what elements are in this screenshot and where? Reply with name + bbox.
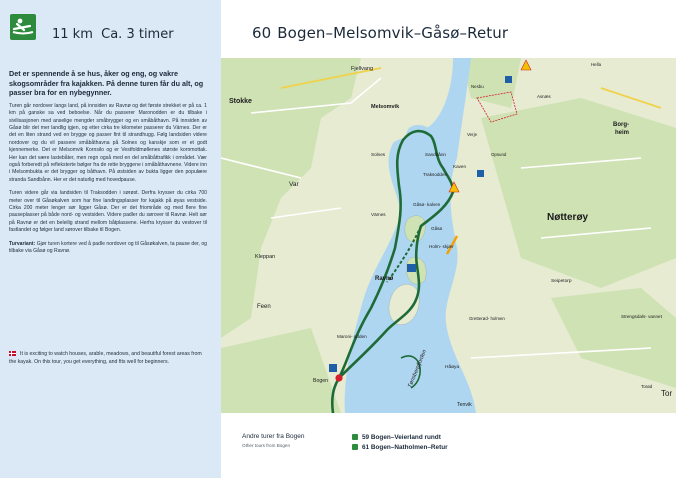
label-bogen: Bogen xyxy=(313,378,329,384)
kayak-icon xyxy=(352,434,358,440)
label-torod: Torød xyxy=(641,384,653,389)
label-haoya: Håøya xyxy=(445,365,460,370)
tour-link-59[interactable] xyxy=(352,434,441,441)
footer-other-tours xyxy=(221,413,676,478)
start-marker[interactable] xyxy=(335,374,342,381)
body-paragraph-1: Turen går nordover langs land, på innsiden av Ravnø og det første strekket er på ca. 1 km på ganske sa ved beboelse. Når du passerer Maronodden er du tilbake i sivilisasjonen med anselige mengder småbrygger og en småbåthavn. På innsiden av Gåsø blir det mer landlig igjen, og etter cirka tre kilometer passerer du Värnes. Der er det en liten strand ved en brygge og passer fint til strandhugg. Følg landsiden videre nordover og du vil passere småbåthavna på Solnes og kanskje som er et godt kjennemerke. Det er Melsomvik Kornsilo og er Vestfoldmøllenes største kornmottak. Her kan det være lastebåter, men regn også med en del småbåttrafikk i området. Vær også forberedt på refleksterte bølger fra de rette bryggene i småbåthavnene. Videre inn i Melsombukta er det brygger og båthavn. På østsiden av bukta ligger den populære stranda Sandbånn. Her er det naturlig med hovedpause. xyxy=(9,102,207,183)
label-asnaes: Asnæs xyxy=(537,94,551,99)
label-verje: Verje xyxy=(467,132,478,137)
tour-variant-text: Gjør turen kortere ved å padle nordover og til Gåsøkalven, ta pause der, og tilbake via Gåsø og Ravnø. xyxy=(9,240,207,255)
kayak-icon xyxy=(352,444,358,450)
route-map[interactable] xyxy=(221,58,676,413)
label-gaso: Gåsø xyxy=(431,226,443,231)
label-feen: Feen xyxy=(257,304,271,310)
label-gretterod: Gretterød- holmen xyxy=(469,316,505,321)
label-strengsdal: Strengsdals- vannet xyxy=(621,314,662,319)
uk-flag-icon xyxy=(9,351,16,356)
label-notteroy: Nøtterøy xyxy=(547,212,589,223)
duration-value: Ca. 3 timer xyxy=(101,27,174,42)
label-varnes: Värnes xyxy=(371,212,386,217)
label-opsund: Opsund xyxy=(491,152,507,157)
label-tor: Tor xyxy=(661,389,673,398)
label-holmskjaer: Holm- skjær xyxy=(429,244,454,249)
english-text: It is exciting to watch houses, arable, meadows, and beautiful forest areas from the kayak. On this tour, you get everything, and fits well for beginners. xyxy=(9,351,202,365)
tour-number: 59 xyxy=(362,434,370,441)
other-tours-subtitle: Other tours from Bogen xyxy=(242,443,291,448)
label-nesbu: Nesbu xyxy=(471,84,484,89)
label-ravno: Ravnø xyxy=(375,276,394,282)
distance-value: 11 km xyxy=(52,27,93,42)
route-name: Bogen–Melsomvik–Gåsø–Retur xyxy=(277,24,509,42)
tour-name: Bogen–Veierland rundt xyxy=(370,434,441,441)
header-left-panel xyxy=(0,0,221,58)
facility-icon-east xyxy=(477,170,484,177)
tour-name: Bogen–Natholmen–Retur xyxy=(370,444,448,451)
label-tenvik: Tenvik xyxy=(457,402,472,408)
tour-link-61[interactable] xyxy=(352,444,448,451)
label-tonsbergfjorden: Tønsbergfjorden xyxy=(407,349,428,389)
label-melsomvik: Melsomvik xyxy=(371,104,400,110)
distance-duration xyxy=(52,27,174,42)
label-stokke: Stokke xyxy=(229,98,252,105)
label-sandbann: Sandbånn xyxy=(425,152,446,157)
kayak-icon xyxy=(10,14,36,40)
route-number: 60 xyxy=(252,24,272,42)
label-heim: heim xyxy=(615,130,630,136)
lead-paragraph: Det er spennende å se hus, åker og eng, og vakre skogsområder fra kajakken. På denne turen får du alt, og passer bra for en nybegynner. xyxy=(9,69,204,98)
label-gasokalven: Gåsø- kalven xyxy=(413,202,441,207)
label-var: Var xyxy=(289,181,299,188)
label-solnes: Solnes xyxy=(371,152,386,157)
english-summary xyxy=(9,350,209,366)
label-traksodden: Traksodden xyxy=(423,172,448,177)
route-title xyxy=(252,24,508,42)
label-seipetorp: Seipetorp xyxy=(551,279,572,284)
body-paragraph-2: Turen videre går via landsiden til Traksodden i sørøst. Derfra krysser du cirka 700 meter over til Gåsøkalven som har fine landingsplasser for kajakk på øyas vestside. Cirka 200 meter lenger sør ligger Gåsø. Der er det friområde og med flere fine pauseplasser på både nord- og vestsiden. Videre padler du sørover til Ravnø. Helt sør på Ravnø er det en beleilig strand mellom båtplassene. Herfra krysser du vestover til fastlandet og følger land sørover tilbake til Bogen. xyxy=(9,190,207,234)
label-hella: Hella xyxy=(591,62,602,67)
info-icon-gaso xyxy=(407,264,416,272)
tour-variant-label: Turvariant: xyxy=(9,240,36,247)
tour-number: 61 xyxy=(362,444,370,451)
label-maronodden: Maroni- odden xyxy=(337,334,367,339)
tour-variant xyxy=(9,241,207,256)
parking-icon xyxy=(329,364,337,372)
label-kleppan: Kleppan xyxy=(255,254,276,260)
other-tours-title: Andre turer fra Bogen xyxy=(242,433,305,440)
description-text xyxy=(9,69,207,262)
label-borg: Borg- xyxy=(613,122,629,128)
label-fjellvang: Fjellvang xyxy=(351,66,374,72)
label-kaven: Kaven xyxy=(453,164,467,169)
facility-icon-north xyxy=(505,76,512,83)
